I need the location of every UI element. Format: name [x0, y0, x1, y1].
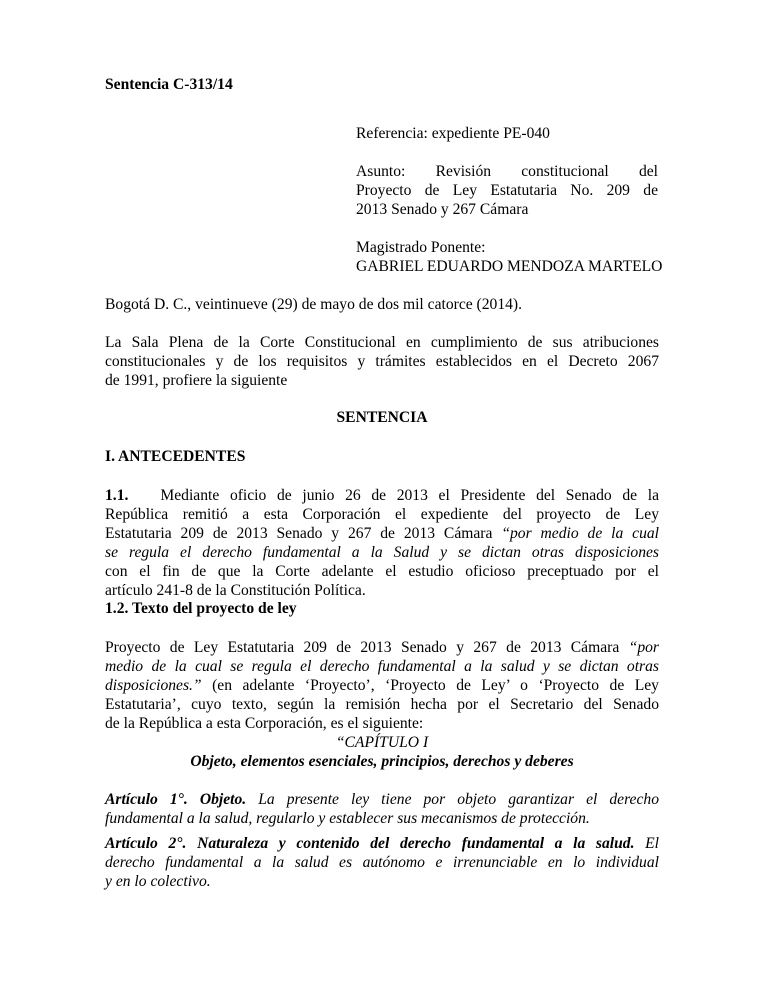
p12-line-3-quote: disposiciones.” [105, 677, 202, 694]
p12-line-5: de la República a esta Corporación, es el siguiente: [105, 715, 424, 732]
article-2-line-3: y en lo colectivo. [105, 873, 211, 890]
p11-line-3-text: Estatutaria 209 de 2013 Senado y 267 de 2013 Cámara [105, 525, 493, 542]
reference-asunto [356, 162, 658, 219]
p11-line-1 [105, 486, 659, 505]
date-line: Bogotá D. C., veintinueve (29) de mayo de dos mil catorce (2014). [105, 296, 523, 313]
article-1-line-1 [105, 790, 659, 809]
reference-ponente [356, 238, 736, 276]
p12-line-3-text: (en adelante ‘Proyecto’, ‘Proyecto de Ley’ o ‘Proyecto de Ley [212, 677, 659, 694]
p11-line-4: se regula el derecho fundamental a la Salud y se dictan otras disposiciones [105, 544, 659, 561]
subheading-1-2: 1.2. Texto del proyecto de ley [105, 600, 297, 617]
article-2 [105, 834, 659, 891]
p12-line-1-quote: “por [628, 639, 659, 656]
p11-line-2: República remitió a esta Corporación el expediente del proyecto de Ley [105, 506, 659, 523]
article-2-line-1-text: El [645, 835, 659, 852]
intro-line-1: La Sala Plena de la Corte Constitucional en cumplimiento de sus atribuciones [105, 334, 659, 351]
p11-number: 1.1. [105, 487, 129, 504]
asunto-line-2: Proyecto de Ley Estatutaria No. 209 de [356, 182, 658, 199]
asunto-line-1: Asunto: Revisión constitucional del [356, 163, 658, 180]
p12-line-3 [105, 676, 659, 695]
section-heading: I. ANTECEDENTES [105, 448, 246, 465]
p11-line-6: artículo 241-8 de la Constitución Política. [105, 582, 366, 599]
paragraph-1-1 [105, 486, 659, 600]
chapter-title: “CAPÍTULO I [335, 734, 429, 751]
p11-line-1-text: Mediante oficio de junio 26 de 2013 el Presidente del Senado de la [160, 487, 660, 504]
chapter-subtitle: Objeto, elementos esenciales, principios, derechos y deberes [190, 753, 574, 770]
p12-line-1 [105, 638, 659, 657]
sentencia-heading: SENTENCIA [336, 409, 428, 426]
article-2-line-1 [105, 834, 659, 853]
ponente-label: Magistrado Ponente: [356, 239, 486, 256]
p11-line-5: con el fin de que la Corte adelante el estudio oficioso preceptuado por el [105, 563, 659, 580]
p12-line-2: medio de la cual se regula el derecho fundamental a la salud y se dictan otras [105, 658, 659, 675]
ponente-name: GABRIEL EDUARDO MENDOZA MARTELO [356, 258, 663, 275]
article-2-label: Artículo 2°. Naturaleza y contenido del derecho fundamental a la salud. [105, 835, 635, 852]
p11-line-3 [105, 524, 659, 543]
p12-line-1-text: Proyecto de Ley Estatutaria 209 de 2013 Senado y 267 de 2013 Cámara [105, 639, 620, 656]
intro-line-2: constitucionales y de los requisitos y trámites establecidos en el Decreto 2067 [105, 353, 659, 370]
article-1-line-2: fundamental a la salud, regularlo y establecer sus mecanismos de protección. [105, 810, 590, 827]
intro-paragraph [105, 333, 659, 390]
paragraph-1-2 [105, 638, 659, 733]
article-1-line-1-text: La presente ley tiene por objeto garantizar el derecho [258, 791, 659, 808]
article-1 [105, 790, 659, 828]
article-1-label: Artículo 1°. Objeto. [105, 791, 247, 808]
p11-line-3-quote: “por medio de la cual [501, 525, 660, 542]
p12-line-4: Estatutaria’, cuyo texto, según la remisión hecha por el Secretario del Senado [105, 696, 659, 713]
asunto-line-3: 2013 Senado y 267 Cámara [356, 201, 529, 218]
reference-expediente: Referencia: expediente PE-040 [356, 125, 550, 142]
intro-line-3: de 1991, profiere la siguiente [105, 372, 288, 389]
document-title: Sentencia C-313/14 [105, 76, 233, 93]
article-2-line-2: derecho fundamental a la salud es autónomo e irrenunciable en lo individual [105, 854, 659, 871]
